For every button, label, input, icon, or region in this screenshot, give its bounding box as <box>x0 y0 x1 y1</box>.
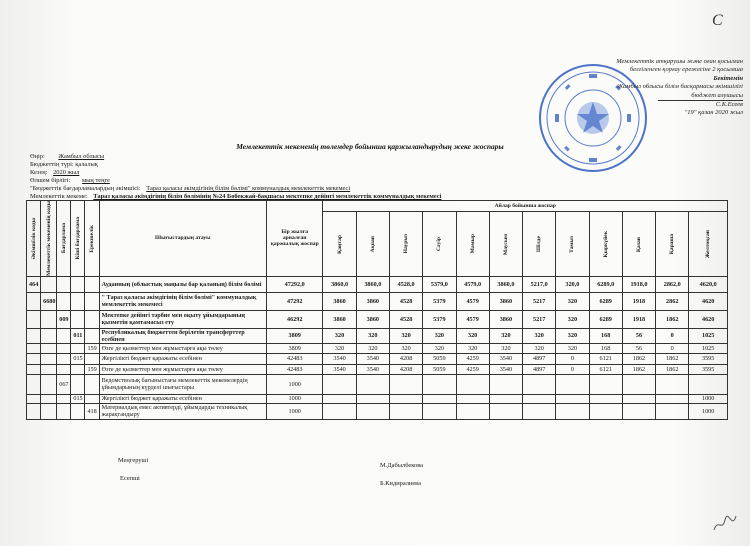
month-value-cell <box>489 403 522 419</box>
code-cell: 464 <box>27 276 41 292</box>
month-value-cell <box>589 394 622 403</box>
month-value-cell <box>656 394 689 403</box>
code-cell <box>57 403 71 419</box>
code-cell <box>57 364 71 374</box>
month-value-cell: 320 <box>456 328 489 343</box>
col-header-month: Қараша <box>656 212 689 276</box>
month-value-cell: 320 <box>556 328 589 343</box>
code-cell <box>27 353 41 364</box>
year-line <box>30 169 79 176</box>
annual-total-cell: 3809 <box>266 328 322 343</box>
month-value-cell: 3595 <box>689 353 728 364</box>
month-value-cell: 6289 <box>589 292 622 310</box>
month-value-cell: 1000 <box>689 403 728 419</box>
expense-name-cell: Ведомстволық бағыныстағы мемлекеттік мекемелердің ұйымдарының күрделі шығыстары <box>99 374 266 394</box>
month-value-cell: 320 <box>423 343 456 353</box>
month-value-cell: 4208 <box>389 364 422 374</box>
code-cell <box>27 343 41 353</box>
month-value-cell: 1862 <box>622 353 655 364</box>
month-value-cell <box>423 394 456 403</box>
pen-scribble-mark <box>712 512 738 536</box>
approval-line: Бекітемін <box>713 74 743 82</box>
month-value-cell <box>323 374 356 394</box>
table-row <box>27 276 728 292</box>
month-value-cell: 3860 <box>323 310 356 328</box>
month-value-cell: 2862 <box>656 292 689 310</box>
head-name: М.Дабылбекова <box>380 462 423 469</box>
month-value-cell: 4259 <box>456 353 489 364</box>
month-value-cell: 3860,0 <box>323 276 356 292</box>
month-value-cell <box>523 394 556 403</box>
table-row <box>27 353 728 364</box>
approval-line: С.К.Есеев <box>658 100 743 109</box>
code-cell: 015 <box>71 394 85 403</box>
admin-line <box>30 185 350 192</box>
code-cell <box>71 343 85 353</box>
month-value-cell: 1025 <box>689 328 728 343</box>
region-label: Өңір: <box>30 153 45 160</box>
code-cell: 159 <box>85 343 99 353</box>
code-cell <box>41 364 57 374</box>
month-value-cell: 1025 <box>689 343 728 353</box>
head-label: Меңгеруші <box>118 457 149 464</box>
code-cell <box>57 343 71 353</box>
month-value-cell: 168 <box>589 328 622 343</box>
month-value-cell: 2862,0 <box>656 276 689 292</box>
code-cell: 009 <box>57 310 71 328</box>
code-cell <box>27 394 41 403</box>
code-cell: 067 <box>57 374 71 394</box>
annual-total-cell: 47292,0 <box>266 276 322 292</box>
month-value-cell: 320 <box>556 343 589 353</box>
month-value-cell: 0 <box>556 364 589 374</box>
month-value-cell: 5379 <box>423 292 456 310</box>
table-row <box>27 310 728 328</box>
month-value-cell: 320 <box>556 292 589 310</box>
month-value-cell: 5059 <box>423 364 456 374</box>
month-value-cell: 1918,0 <box>622 276 655 292</box>
expense-name-cell: " Тараз қаласы әкімдігінің білім бөлімі" коммуналдық мемлекеттік мекемесі <box>99 292 266 310</box>
month-value-cell <box>456 374 489 394</box>
month-value-cell <box>622 374 655 394</box>
month-value-cell: 4620 <box>689 292 728 310</box>
month-value-cell: 6289 <box>589 310 622 328</box>
code-cell <box>41 343 57 353</box>
code-cell: 011 <box>71 328 85 343</box>
approval-block <box>598 58 743 118</box>
code-cell <box>85 353 99 364</box>
month-value-cell: 3540 <box>356 353 389 364</box>
expense-name-cell: Республикалық бюджеттен берілетін трансферттер есебінен <box>99 328 266 343</box>
code-cell: 015 <box>71 353 85 364</box>
code-cell <box>41 276 57 292</box>
year-value: 2020 жыл <box>53 169 80 176</box>
month-value-cell <box>356 374 389 394</box>
month-value-cell: 4259 <box>456 364 489 374</box>
corner-mark: C <box>712 12 723 29</box>
month-value-cell: 4897 <box>523 353 556 364</box>
col-header-month: Қаңтар <box>323 212 356 276</box>
month-value-cell <box>423 374 456 394</box>
table-row <box>27 403 728 419</box>
month-value-cell <box>323 403 356 419</box>
code-cell <box>41 353 57 364</box>
month-value-cell: 3540 <box>323 353 356 364</box>
month-value-cell: 3540 <box>489 364 522 374</box>
month-value-cell: 0 <box>556 353 589 364</box>
code-cell <box>57 292 71 310</box>
code-cell <box>27 364 41 374</box>
approval-line: белгіленген қорғау ережесіне 2 қосымша <box>629 66 743 74</box>
month-value-cell <box>556 403 589 419</box>
month-value-cell <box>589 403 622 419</box>
month-value-cell: 5217,0 <box>523 276 556 292</box>
code-cell <box>41 328 57 343</box>
month-value-cell: 3860 <box>489 310 522 328</box>
month-value-cell: 3860,0 <box>489 276 522 292</box>
month-value-cell <box>622 403 655 419</box>
annual-total-cell: 1000 <box>266 394 322 403</box>
month-value-cell: 56 <box>622 328 655 343</box>
month-value-cell <box>456 403 489 419</box>
month-value-cell: 320 <box>389 343 422 353</box>
code-cell <box>41 374 57 394</box>
approval-line: бюджет алушысы <box>691 91 743 99</box>
code-cell <box>27 292 41 310</box>
month-value-cell: 3540 <box>489 353 522 364</box>
col-header-month: Шілде <box>523 212 556 276</box>
code-cell <box>27 328 41 343</box>
month-value-cell <box>456 394 489 403</box>
expense-name-cell: Жергілікті бюджет қаражаты есебінен <box>99 394 266 403</box>
month-value-cell: 320 <box>523 343 556 353</box>
document-title: Мемлекеттік мекеменің төлемдер бойынша қаржыландырудың жеке жоспары <box>236 142 504 151</box>
month-value-cell <box>423 403 456 419</box>
col-header-month: Сәуір <box>423 212 456 276</box>
month-value-cell: 6121 <box>589 353 622 364</box>
col-header-subprogram: Кіші бағдарлама <box>71 201 85 277</box>
col-header-month: Тамыз <box>556 212 589 276</box>
month-value-cell: 1862 <box>656 353 689 364</box>
col-header-month: Наурыз <box>389 212 422 276</box>
annual-total-cell: 46292 <box>266 310 322 328</box>
month-value-cell <box>656 374 689 394</box>
month-value-cell: 1918 <box>622 310 655 328</box>
accountant-name: Б.Кидиралиева <box>380 480 421 487</box>
month-value-cell: 3540 <box>356 364 389 374</box>
month-value-cell: 0 <box>656 343 689 353</box>
col-header-specifics: Ерекшелік <box>85 201 99 277</box>
month-value-cell <box>523 374 556 394</box>
code-cell <box>71 276 85 292</box>
code-cell <box>57 276 71 292</box>
table-row <box>27 394 728 403</box>
month-value-cell: 0 <box>656 328 689 343</box>
code-cell <box>27 374 41 394</box>
institution-line <box>30 193 441 200</box>
approval-line: "19" қазан 2020 жыл <box>684 109 743 117</box>
month-value-cell: 4528,0 <box>389 276 422 292</box>
code-cell <box>71 374 85 394</box>
month-value-cell: 4620,0 <box>689 276 728 292</box>
month-value-cell: 320 <box>356 328 389 343</box>
approval-line: Мемлекеттік атқарушы және оған қосылған <box>616 58 743 65</box>
month-value-cell: 1862 <box>656 310 689 328</box>
table-row <box>27 328 728 343</box>
month-value-cell: 4579 <box>456 310 489 328</box>
code-cell <box>85 328 99 343</box>
table-row <box>27 374 728 394</box>
code-cell: 418 <box>85 403 99 419</box>
code-cell <box>85 276 99 292</box>
institution-value: Тараз қаласы әкімдігінің білім бөлімінің №24 Бөбекжай-бақшасы мектепке дейінгі мемлекеттік коммуналдық мекемесі <box>93 193 442 200</box>
expense-name-cell: Өзге де қызметтер мен жұмыстарға ақы төлеу <box>99 343 266 353</box>
admin-value: Тараз қаласы әкімдігінің білім бөлімі" коммуналдық мемлекеттік мекемесі <box>146 185 351 192</box>
institution-label: Мемлекеттік мекеме: <box>30 193 88 200</box>
unit-value: мың теңге <box>82 177 110 184</box>
month-value-cell <box>389 403 422 419</box>
expense-name-cell: Мектепке дейінгі тәрбие мен оқыту ұйымдарының қызметін қамтамасыз ету <box>99 310 266 328</box>
month-value-cell: 320 <box>456 343 489 353</box>
month-value-cell: 4620 <box>689 310 728 328</box>
month-value-cell <box>389 374 422 394</box>
code-cell <box>71 310 85 328</box>
month-value-cell: 168 <box>589 343 622 353</box>
code-cell <box>85 292 99 310</box>
code-cell <box>71 292 85 310</box>
month-value-cell <box>389 394 422 403</box>
month-value-cell <box>356 403 389 419</box>
code-cell <box>57 353 71 364</box>
col-header-annual-plan: Бір жылға арналған қаржылық жоспар <box>266 201 322 277</box>
annual-total-cell: 3809 <box>266 343 322 353</box>
month-value-cell <box>656 403 689 419</box>
col-header-month: Маусым <box>489 212 522 276</box>
month-value-cell: 1918 <box>622 292 655 310</box>
code-cell <box>57 394 71 403</box>
month-value-cell: 4528 <box>389 292 422 310</box>
month-value-cell: 4528 <box>389 310 422 328</box>
month-value-cell: 320 <box>556 310 589 328</box>
annual-total-cell: 42483 <box>266 364 322 374</box>
month-value-cell: 320 <box>489 343 522 353</box>
month-value-cell: 5217 <box>523 292 556 310</box>
col-header-admin-code: Әкімшілік коды <box>27 201 41 277</box>
expense-name-cell: Өзге де қызметтер мен жұмыстарға ақы төлеу <box>99 364 266 374</box>
month-value-cell: 320 <box>523 328 556 343</box>
financing-plan-table <box>26 200 728 420</box>
col-header-month: Желтоқсан <box>689 212 728 276</box>
month-value-cell: 320 <box>323 328 356 343</box>
month-value-cell: 5379 <box>423 310 456 328</box>
accountant-label: Есепші <box>120 475 140 482</box>
month-value-cell: 320,0 <box>556 276 589 292</box>
month-value-cell <box>556 394 589 403</box>
approval-line: Жамбыл облысы білім басқармасы әкімшілігі <box>617 83 743 91</box>
col-header-monthly-plan: Айлар бойынша жоспар <box>323 201 728 212</box>
code-cell <box>85 310 99 328</box>
col-header-month: Ақпан <box>356 212 389 276</box>
month-value-cell: 6289,0 <box>589 276 622 292</box>
table-row <box>27 292 728 310</box>
month-value-cell <box>556 374 589 394</box>
month-value-cell <box>323 394 356 403</box>
code-cell <box>41 394 57 403</box>
month-value-cell: 320 <box>323 343 356 353</box>
month-value-cell: 320 <box>389 328 422 343</box>
code-cell <box>85 374 99 394</box>
year-label: Кезең: <box>30 169 48 176</box>
region-line <box>30 153 104 160</box>
expense-name-cell: Жергілікті бюджет қаражаты есебінен <box>99 353 266 364</box>
code-cell <box>27 310 41 328</box>
month-value-cell: 4579 <box>456 292 489 310</box>
code-cell <box>71 403 85 419</box>
col-header-month: Мамыр <box>456 212 489 276</box>
expense-name-cell: Материалдық емес активтерді, ұйымдарды техникалық жарақтандыру <box>99 403 266 419</box>
month-value-cell: 4897 <box>523 364 556 374</box>
code-cell <box>41 403 57 419</box>
month-value-cell: 1000 <box>689 394 728 403</box>
month-value-cell <box>356 394 389 403</box>
table-row <box>27 343 728 353</box>
unit-line <box>30 177 110 184</box>
month-value-cell <box>689 374 728 394</box>
month-value-cell <box>489 394 522 403</box>
month-value-cell: 4208 <box>389 353 422 364</box>
unit-label: Өлшем бірлігі: <box>30 177 71 184</box>
month-value-cell <box>489 374 522 394</box>
code-cell <box>27 403 41 419</box>
month-value-cell: 3860,0 <box>356 276 389 292</box>
month-value-cell: 5379,0 <box>423 276 456 292</box>
col-header-program: Бағдарлама <box>57 201 71 277</box>
month-value-cell: 5059 <box>423 353 456 364</box>
month-value-cell: 6121 <box>589 364 622 374</box>
month-value-cell: 3860 <box>356 292 389 310</box>
code-cell <box>41 310 57 328</box>
annual-total-cell: 1000 <box>266 374 322 394</box>
month-value-cell: 1862 <box>622 364 655 374</box>
month-value-cell <box>523 403 556 419</box>
code-cell <box>57 328 71 343</box>
budget-type: Бюджеттің түрі: қалалық <box>30 161 98 168</box>
region-value: Жамбыл облысы <box>58 153 105 160</box>
month-value-cell: 3860 <box>356 310 389 328</box>
annual-total-cell: 42483 <box>266 353 322 364</box>
month-value-cell <box>589 374 622 394</box>
month-value-cell <box>622 394 655 403</box>
code-cell: 6680 <box>41 292 57 310</box>
annual-total-cell: 47292 <box>266 292 322 310</box>
month-value-cell: 3860 <box>489 292 522 310</box>
admin-label: "Бюджеттік бағдарламалардың әкімшісі: <box>30 185 141 192</box>
table-row <box>27 364 728 374</box>
code-cell: 159 <box>85 364 99 374</box>
month-value-cell: 3595 <box>689 364 728 374</box>
month-value-cell: 56 <box>622 343 655 353</box>
month-value-cell: 320 <box>489 328 522 343</box>
month-value-cell: 3860 <box>323 292 356 310</box>
col-header-month: Қазан <box>622 212 655 276</box>
code-cell <box>85 394 99 403</box>
month-value-cell: 320 <box>356 343 389 353</box>
month-value-cell: 3540 <box>323 364 356 374</box>
code-cell <box>71 364 85 374</box>
month-value-cell: 5217 <box>523 310 556 328</box>
annual-total-cell: 1000 <box>266 403 322 419</box>
col-header-institution-code: Мемлекеттік мекеменің коды <box>41 201 57 277</box>
month-value-cell: 1862 <box>656 364 689 374</box>
month-value-cell: 320 <box>423 328 456 343</box>
col-header-month: Қыркүйек <box>589 212 622 276</box>
month-value-cell: 4579,0 <box>456 276 489 292</box>
col-header-expense-name: Шығыстардың атауы <box>99 201 266 277</box>
expense-name-cell: Ауданның (облыстық маңызы бар қаланың) білім бөлімі <box>99 276 266 292</box>
